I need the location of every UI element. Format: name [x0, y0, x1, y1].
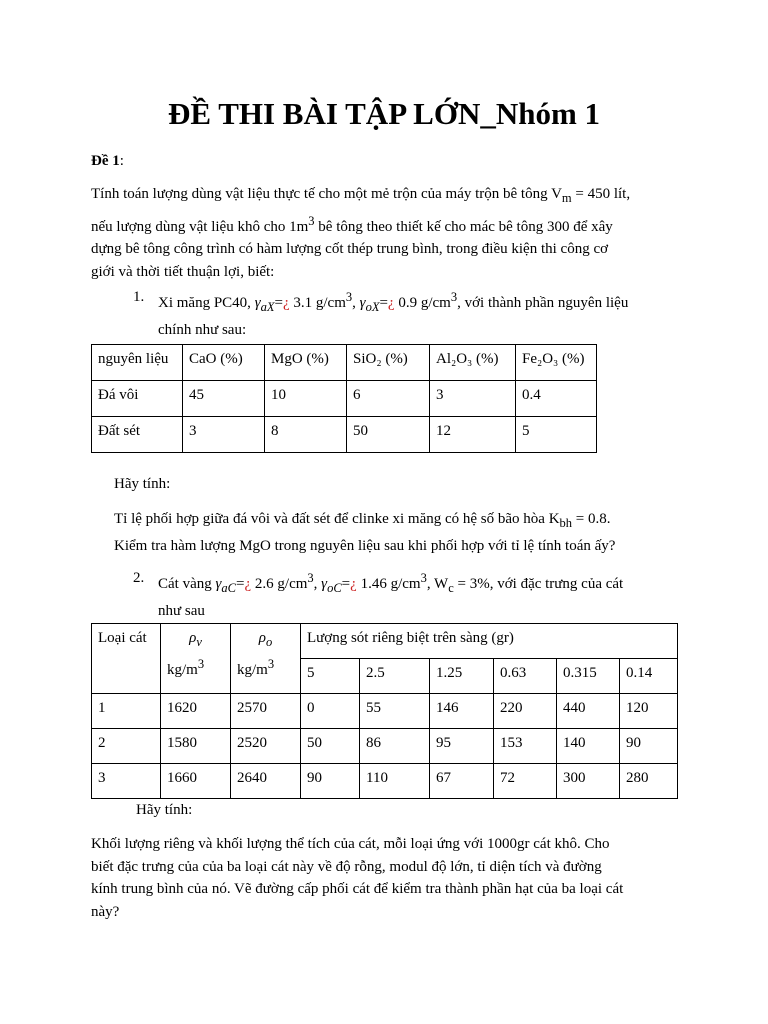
item-text: 3.1 g/cm	[289, 295, 346, 311]
table-cell: 440	[557, 694, 620, 729]
table-cell: Đất sét	[92, 417, 183, 453]
exam-number-colon: :	[119, 153, 124, 169]
rho-symbol: ρ	[189, 630, 197, 646]
equals-sign: =	[341, 576, 351, 592]
prompt-label-1: Hãy tính:	[114, 476, 171, 492]
question-2-line-4: này?	[91, 903, 120, 920]
question-2-line-2: biết đặc trưng của của ba loại cát này về độ rỗng, modul độ lớn, tỉ diện tích và đường	[91, 858, 602, 875]
intro-line-2	[91, 210, 677, 239]
item-text: ,	[352, 295, 360, 311]
table-cell: 2520	[231, 729, 301, 764]
table-cell: 110	[360, 764, 430, 799]
table-cell: 2	[92, 729, 161, 764]
table-cell: 1660	[161, 764, 231, 799]
table-cell: 1580	[161, 729, 231, 764]
gamma-symbol: γ	[321, 576, 328, 592]
item-text: = 3%, với đặc trưng của cát	[453, 576, 624, 592]
item-text: , W	[426, 576, 449, 592]
table-cell: 12	[430, 417, 516, 453]
table-cell: 95	[430, 729, 494, 764]
table-cell: 0.4	[516, 381, 597, 417]
item-1-text	[158, 286, 678, 341]
sand-table	[91, 623, 678, 799]
gamma-symbol: γ	[215, 576, 222, 592]
rho-subscript: o	[265, 635, 273, 649]
table-cell: 3	[92, 764, 161, 799]
exam-number-label: Đề 1	[91, 153, 120, 169]
table-header-cell: MgO (%)	[265, 345, 347, 381]
gamma-symbol: γ	[359, 295, 366, 311]
intro-line-3: dựng bê tông công trình có hàm lượng cốt thép trung bình, trong điều kiện thi công cơ	[91, 241, 609, 257]
gamma-symbol: γ	[254, 295, 261, 311]
table-cell: Đá vôi	[92, 381, 183, 417]
table-row	[92, 694, 678, 729]
item-1-line-1	[158, 286, 678, 319]
intro-paragraph	[91, 183, 677, 283]
item-text: 0.9 g/cm	[394, 295, 451, 311]
table-cell: 153	[494, 729, 557, 764]
intro-text: bê tông theo thiết kế cho mác bê tông 300 để xây	[314, 218, 613, 235]
intro-line-4: giới và thời tiết thuận lợi, biết:	[91, 263, 275, 280]
table-cell: 3	[430, 381, 516, 417]
rho-v-unit	[167, 653, 224, 681]
item-text: 1.46 g/cm	[356, 576, 421, 592]
broken-symbol: ¿	[387, 295, 395, 311]
rho-subscript: v	[196, 635, 202, 649]
item-text: ,	[313, 576, 322, 592]
cm3-superscript: 3	[307, 571, 314, 585]
rho-symbol: ρ	[258, 630, 266, 646]
intro-text: nếu lượng dùng vật liệu khô cho 1m	[91, 218, 309, 235]
item-1-number: 1.	[133, 289, 145, 305]
table-cell: 72	[494, 764, 557, 799]
table-cell: 3	[183, 417, 265, 453]
table-header-cell: 0.315	[557, 659, 620, 694]
table-cell: 1620	[161, 694, 231, 729]
table-row	[92, 381, 597, 417]
table-cell: 10	[265, 381, 347, 417]
m3-superscript: 3	[308, 213, 315, 228]
question-1-line-2: Kiểm tra hàm lượng MgO trong nguyên liệu sau khi phối hợp với tỉ lệ tính toán ấy?	[114, 537, 616, 554]
question-text: Tỉ lệ phối hợp giữa đá vôi và đất sét để clinke xi măng có hệ số bão hòa K	[114, 511, 560, 527]
table-cell: 280	[620, 764, 678, 799]
table-cell: 55	[360, 694, 430, 729]
rho-v-symbol-line	[167, 627, 224, 653]
table-cell: 86	[360, 729, 430, 764]
rho-o-symbol-line	[237, 627, 294, 653]
table-cell: 2570	[231, 694, 301, 729]
cm3-superscript: 3	[450, 290, 458, 304]
table-cell: 90	[301, 764, 360, 799]
cm3-superscript: 3	[420, 571, 427, 585]
table-cell: 5	[516, 417, 597, 453]
item-text: 2.6 g/cm	[251, 576, 308, 592]
item-2-number: 2.	[133, 570, 145, 586]
table-header-cell: 0.63	[494, 659, 557, 694]
table-cell: 8	[265, 417, 347, 453]
question-2-line-3: kính trung bình của nó. Vẽ đường cấp phối cát để kiểm tra thành phần hạt của ba loại cát	[91, 881, 624, 897]
table-header-cell	[231, 624, 301, 694]
table-row	[92, 729, 678, 764]
prompt-label-2: Hãy tính:	[136, 802, 193, 818]
raw-material-table	[91, 344, 597, 453]
kbh-subscript: bh	[559, 516, 573, 530]
question-text: = 0.8.	[572, 511, 611, 527]
table-row	[92, 764, 678, 799]
unit-superscript: 3	[267, 657, 275, 671]
table-cell: 2640	[231, 764, 301, 799]
table-cell: 50	[347, 417, 430, 453]
table-header-cell: 2.5	[360, 659, 430, 694]
wc-subscript: c	[448, 581, 454, 595]
question-1-line-1	[114, 508, 684, 535]
table-header-cell: CaO (%)	[183, 345, 265, 381]
table-header-cell: Fe₂O₃ (%)	[516, 345, 597, 381]
document-title: ĐỀ THI BÀI TẬP LỚN_Nhóm 1	[167, 96, 601, 131]
table-header-cell: 1.25	[430, 659, 494, 694]
table-cell: 67	[430, 764, 494, 799]
gamma-subscript: oX	[365, 300, 380, 314]
table-cell: 220	[494, 694, 557, 729]
table-header-cell: Al₂O₃ (%)	[430, 345, 516, 381]
table-header-row	[92, 345, 597, 381]
broken-symbol: ¿	[244, 576, 252, 592]
table-cell: 140	[557, 729, 620, 764]
table-cell: 146	[430, 694, 494, 729]
unit-superscript: 3	[197, 657, 205, 671]
table-group-header: Lượng sót riêng biệt trên sàng (gr)	[301, 624, 678, 659]
table-cell: 45	[183, 381, 265, 417]
table-cell: 50	[301, 729, 360, 764]
question-2	[91, 833, 677, 923]
table-cell: 120	[620, 694, 678, 729]
item-2-line-2: như sau	[158, 602, 205, 619]
table-row	[92, 417, 597, 453]
equals-sign: =	[236, 576, 245, 592]
equals-sign: =	[274, 295, 283, 311]
table-cell: 0	[301, 694, 360, 729]
question-1	[114, 508, 684, 557]
item-text: Xi măng PC40,	[158, 295, 255, 311]
gamma-subscript: aC	[221, 581, 237, 595]
equals-sign: =	[379, 295, 388, 311]
gamma-subscript: oC	[327, 581, 342, 595]
item-2-text	[158, 567, 678, 622]
table-header-row	[92, 624, 678, 659]
table-header-cell: 0.14	[620, 659, 678, 694]
item-text: Cát vàng	[158, 576, 216, 592]
rho-o-unit	[237, 653, 294, 681]
broken-symbol: ¿	[350, 576, 357, 592]
table-header-cell: Loại cát	[92, 624, 161, 694]
vm-subscript: m	[561, 191, 572, 205]
table-header-cell: SiO₂ (%)	[347, 345, 430, 381]
intro-text: Tính toán lượng dùng vật liệu thực tế cho một mẻ trộn của máy trộn bê tông V	[91, 186, 562, 202]
cm3-superscript: 3	[345, 290, 353, 304]
item-1-line-2: chính như sau:	[158, 321, 247, 338]
unit-text: kg/m	[237, 662, 268, 678]
unit-text: kg/m	[167, 662, 198, 678]
item-2-line-1	[158, 567, 678, 600]
table-cell: 1	[92, 694, 161, 729]
intro-text: = 450 lít,	[571, 186, 631, 202]
broken-symbol: ¿	[282, 295, 290, 311]
table-cell: 6	[347, 381, 430, 417]
table-cell: 90	[620, 729, 678, 764]
item-text: , với thành phần nguyên liệu	[457, 295, 629, 311]
table-header-cell: 5	[301, 659, 360, 694]
table-cell: 300	[557, 764, 620, 799]
gamma-subscript: aX	[260, 300, 275, 314]
table-header-cell	[161, 624, 231, 694]
table-header-cell: nguyên liệu	[92, 345, 183, 381]
question-2-line-1: Khối lượng riêng và khối lượng thể tích của cát, mỗi loại ứng với 1000gr cát khô. Cho	[91, 836, 610, 852]
intro-line-1	[91, 183, 677, 210]
exam-number	[91, 150, 124, 172]
